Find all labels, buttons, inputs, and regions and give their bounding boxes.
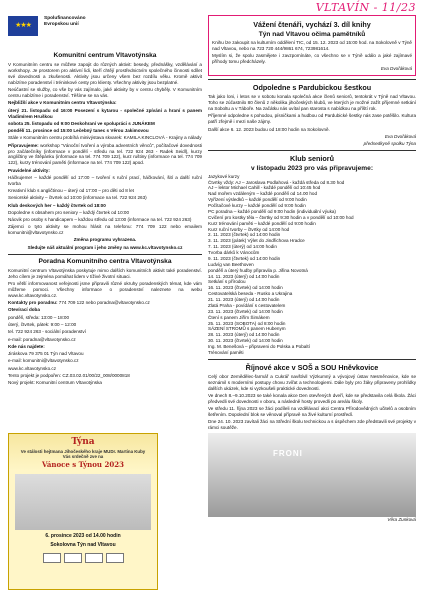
klub-item: 23. 11. 2023 (čtvrtek) od 14:00 hodin — [208, 308, 283, 314]
right-column — [208, 15, 416, 590]
page-number: VLTAVÍN - 11/23 — [315, 1, 416, 14]
klub-item: Cestovatelská beseda - Rusko a Ukrajina — [208, 291, 293, 297]
divider — [208, 79, 416, 80]
left-column — [8, 15, 202, 590]
klub-item: 21. 11. 2023 (úterý) od 14:00 hodin — [208, 297, 280, 303]
klub-list — [208, 174, 416, 356]
poster-city: Týna — [71, 437, 95, 447]
school-photo — [208, 433, 416, 517]
email: e-mail: poradna@vltavotynsko.cz — [8, 336, 76, 342]
klub-item: pondělí a úterý hudby připravila p. Jiřina Novotná — [208, 267, 308, 273]
klub-item: 2. 11. 2023 (čtvrtek) od 14:00 hodin — [208, 232, 281, 238]
divider — [208, 359, 416, 360]
kc-title: Komunitní centrum Vltavotýnska — [53, 52, 157, 59]
kc-free-item: Dopoledne s obsahem pro seniory – každý čtvrtek od 10:00 — [8, 209, 130, 215]
kc-prep: workshop "Vánoční tvoření a výroba adventních věnců", počítačové dovednosti pro začátečníky (informace v pondělí - středu na tel. 722 924 263 - Radek Seidl), kurzy angličtiny ve Štěpánku (informace na tel. 774 709 122), kurz ruštiny (informace na tel. 774 709 122), kurzy trénování paměti (informace na tel. 774 709 122) apod. — [8, 142, 202, 166]
klub-item: Vyřízení výsledků – každé pondělí od 9:00 hodin — [208, 197, 307, 203]
eu-flag-icon: ★★★ — [8, 16, 38, 36]
kc-program-head: Nejbližší akce v Komunitním centru Vltavotýnska: — [8, 100, 117, 106]
photo-label: FRONI — [273, 449, 303, 459]
poradna-title: Poradna Komunitního centra Vltavotýnska — [38, 257, 172, 265]
sponsor-logos — [9, 553, 157, 563]
kc-changes: Změna programu vyhrazena. — [73, 237, 137, 243]
poster-line1: Ve stálosti hejtmana Jihočeského kraje MUDr. Martina Kuby — [20, 448, 146, 454]
divider — [8, 254, 202, 255]
kc-web: Sledujte náš aktuální program i jeho změny na www.kc.vltavotynsko.cz — [27, 244, 183, 250]
klub-item: Počítačové kurzy – každé pondělí od 9:00 hodin — [208, 203, 306, 209]
address-line: Jiráskova 79 375 01 Týn nad Vltavou — [8, 351, 84, 357]
sponsor-logo-icon — [85, 553, 103, 563]
klub-item: Čtení s panem Jiřím Šimákem — [208, 314, 270, 320]
klub-item: Nad mořem vzdáleným – každé pondělí od 14.00 hod — [208, 191, 318, 197]
kc-free-head: Pravidelné aktivity: — [8, 167, 50, 173]
kc-paragraph: V Komunitním centru se můžete zapojit do různých aktivit: besedy, přednášky, vzdělávání a workshopy. Je prostorem pro aktivní lidi, kteří chtějí prostřednictvím společného činnosti sdílet své dovednosti a zkušenosti. Aktivity jsou určeny všem bez rozdílu věku. Kromě aktivit nabízíme poradenství i tréninkové cesty pro klienty. Všechny aktivity jsou bezplatné. — [8, 62, 202, 86]
klub-item: 25. 11. 2023 (SOBOTA) od 8:00 hodin — [208, 320, 286, 326]
book-signature: Eva Dvořáková — [380, 65, 412, 71]
klub-title: Klub seniorů — [290, 153, 334, 163]
klub-item: Setkání s přírodou — [208, 279, 246, 285]
klub-item: Tvorba dárků k Vánocům — [208, 250, 260, 256]
klub-item: 14. 11. 2023 (úterý) od 14:00 hodin — [208, 273, 280, 279]
sponsor-logo-icon — [43, 553, 61, 563]
rijen-paragraph: Ve dnech 8.–9.10.2023 se také konala akce Den otevřených dveří, kde se představila celá škola. Žáci předvedli své dovednosti v oboru, a následně hosty provedli po areálu školy. — [208, 393, 416, 404]
kc-free-item: Klub deskových her – každý čtvrtek od 18:00 — [8, 202, 106, 208]
klub-item: 16. 11. 2023 (čtvrtek) od 14:00 hodin — [208, 285, 283, 291]
page-header — [0, 0, 424, 14]
eu-text: Spolufinancováno Evropskou unií — [44, 16, 86, 28]
poradna-paragraph: Pro větší informovanost veřejnosti jsme připravili různé okruhy poradenských témat, kde vám můžeme pomoci. Všechny informace o poradenství naleznete na webu www.kc.vltavotynsko.cz. — [8, 281, 202, 298]
klub-item: Zlatá Praha - povídání s cestovatelem — [208, 302, 286, 308]
klub-item: SÁZENÍ STROMŮ s panem Hubenym — [208, 326, 286, 332]
klub-item: 30. 11. 2023 (čtvrtek) od 14:00 hodin — [208, 338, 283, 344]
kc-free-item: Háčkujeme! – každé pondělí od 17:00 – tvoření s ruční prací, háčkování, šití a další ruční tvorba — [8, 174, 202, 186]
kc-paragraph: Neúčastní se služby, co vše by vás zajímalo, jaké aktivity by v centru chyběly. V Komunitním centru nabízíme i poradenství. Těšíme se na vás. — [8, 87, 202, 99]
rijen-paragraph: Dne 24. 10. 2023 zavítali žáci na Střední školu technickou a s úspěchem zde představili své projekty v rámci soutěže. — [208, 419, 416, 431]
phone: tel. 722 924 263 - sociální poradenství — [8, 329, 86, 335]
poster-place: Sokolovna Týn nad Vltavou — [50, 542, 116, 549]
klub-item: Kurz trénování paměti – každé pondělí od 9:00 hodin — [208, 220, 316, 226]
klub-item: AJ – lektor Michael Cahill - každé pondělí od 10:45 hod — [208, 185, 321, 191]
kc-program-item: sobota 25. listopadu od 9:00 Deskohraní ve spolupráci s JUNÁKEM — [8, 120, 155, 126]
project-info: Tento projekt je podpořen: CZ.03.02.01/00/22_008/0000818 — [8, 372, 130, 378]
klub-item: Cvičení pro kostky těla – čtvrtky od 9:30 hodin a v pondělí od 10:00 hod — [208, 214, 354, 220]
hours-head: Otevírací doba — [8, 307, 40, 313]
klub-item: Ing. M. Benešová – připraveni do Polska a Pobaltí — [208, 344, 310, 350]
klub-item: Kurz ruční tvorby – čtvrtky od 14:00 hod — [208, 226, 290, 232]
divider — [208, 150, 416, 151]
kc-prep-head: Připravujeme: — [8, 142, 39, 148]
odpoledne-signature2: předsedkyně spolku Týna — [363, 141, 416, 147]
klub-item: 9. 11. 2023 (čtvrtek) od 14:00 hodin — [208, 255, 281, 261]
klub-item: Ludvíg van Beethoven — [208, 261, 254, 267]
kc-contact: Zájemci o tyto aktivity se mohou hlásit na telefonu: 774 709 122 nebo emailem komunitni@vltavotynsko.cz — [8, 224, 202, 236]
sponsor-logo-icon — [64, 553, 82, 563]
poradna-paragraph: Komunitní centrum Vltavotýnska poskytuje mimo dalších komunitních aktivit také poradenství. Jeho cílem je zejména pomáhat lidem v tíživé životní situaci. — [8, 268, 202, 279]
klub-item: 28. 11. 2023 (úterý) od 14:00 hodin — [208, 332, 280, 338]
klub-item: Jazykové kurzy — [208, 173, 240, 179]
klub-item: Trénování paměti — [208, 349, 244, 355]
odpoledne-title: Odpoledne s Pardubickou šestkou — [252, 83, 372, 93]
eu-banner — [8, 16, 202, 50]
sponsor-logo-icon — [106, 553, 124, 563]
kc-program-item: Stále v Komunitním centru probíhá minivýstava skvarek: KAMILA KINCLOVÁ - Krajiny a nálady — [8, 135, 202, 141]
rijen-paragraph: Celý obor Zemědělec-farmář a Cukrář navštívil Výzkumný a vývojový ústav Nesměnovice, kde se seznámil s moderními postupy chovu zvířat a technologiemi. Dále byly pro žáky připraveny prohlídky dalších ukázek, kde si vyzkoušeli praktické dovednosti. — [208, 373, 416, 391]
vanoce-poster — [8, 433, 158, 590]
poster-event: Vánoce s Týnou 2023 — [42, 459, 124, 469]
kc-free-item: Seniorské aktivity – čtvrtek od 10:00 (informace na tel. 722 924 263) — [8, 195, 147, 201]
book-title: Vážení čtenáři, vychází 3. díl knihy — [253, 20, 371, 29]
book-box — [208, 15, 416, 76]
project-info: Nový projekt: Komunitní centrum Vltavotýnska — [8, 380, 102, 386]
rijen-signature: Věra Zunková — [387, 517, 416, 523]
book-paragraph: Knihu lze zakoupit na kulturním oddělení TIC, od 15. 12. 2023 od 15:00 hod. na Sokolovně v Týně nad Vltavou, nebo na 723 720 444/9861 674, 723981614. — [212, 39, 412, 51]
odpoledne-paragraph: Tak jako loni, i letos se v sobotu konala společná akce členů seniorů, tentokrát v Týně nad Vltavou. Toho se zúčastnilo 80 členů z několika jihočeských klubů, ve kterých je možné zažít příjemné setkání na Soboltu a v Táboře. Na začátku nás uvítal pan starosta s nabídkou na příští rok. — [208, 94, 416, 112]
poster-photo — [15, 474, 151, 530]
hours-line: úterý, čtvrtek, pátek: 9:00 – 12:00 — [8, 321, 77, 327]
rijen-paragraph: Ve středu 11. října 2023 se žáci podíleli na vzdělávací akci Centra Přírodovědných učitelů a osobním šetřením. Dopolední blok se věnoval přípravě na živé kulturní prostředí. — [208, 406, 416, 418]
poster-line2: Vás srdečně zve na — [62, 454, 104, 460]
hours-line: pondělí, středa: 13:00 – 18:00 — [8, 314, 70, 320]
book-paragraph: Myslím si, že spolu zasmějete i zavzpomínáte, co všechno se v Týně událo a jaké zajímavé příhody tomu předcházely. — [212, 52, 412, 64]
poradna-contact-head: Kontakty pro poradnu: — [8, 300, 58, 306]
rijen-title: Říjnové akce v SOŠ a SOU Hněvkovice — [245, 362, 379, 372]
klub-item: Čtvrtky vždy: AJ – Jaroslava Podlahová - každá středa od 8.30 hod — [208, 179, 345, 185]
poster-date: 6. prosince 2023 od 14.00 hodin — [45, 532, 121, 539]
klub-item: PC poradna – každé pondělí od 9:00 hodin (individuální výuka) — [208, 208, 336, 214]
address-head: Kde nás najdete: — [8, 343, 45, 349]
odpoledne-paragraph: Příjemné odpoledne s pohodou, písničkami a hudbou od Pardubické šestky nás zase potěšilo. Kultura patří zřejmě i mezi naše zájmy. — [208, 113, 416, 125]
address-line: www.kc.vltavotynsko.cz — [8, 365, 56, 371]
kc-free-item: Nácvik pro osoby s handicapem – každou středu od 13:00 (informace na tel. 722 924 263) — [8, 217, 192, 223]
address-line: e-mail: komunitni@vltavotynsko.cz — [8, 358, 79, 364]
kc-free-item: Kreativní klub s angličtinou – úterý od 17:00 – pro děti od 8 let — [8, 187, 134, 193]
klub-subtitle: v listopadu 2023 pro vás připravujeme: — [250, 165, 374, 173]
book-subtitle: Týn nad Vltavou očima pamětníků — [258, 31, 366, 39]
klub-item: 7. 11. 2023 (úterý) od 14:00 hodin — [208, 244, 277, 250]
kc-program-item: úterý 21. listopadu od 16:00 Posezení s kytarou - společné zpívání a hraní s panem Vladimírem Hruškou — [8, 107, 202, 119]
klub-item: 3. 11. 2023 (pátek) Výlet do Jindřichova Hradce — [208, 238, 305, 244]
odpoledne-signature: Eva Dvořáková — [384, 133, 416, 139]
kc-program-item: pondělí 11. prosince od 15:00 Lečebný tanec s Věrou Jakimovou — [8, 128, 149, 134]
poradna-contact: 774 709 122 nebo poradna@vltavotynsko.cz — [58, 300, 150, 306]
odpoledne-paragraph: Další akce 6. 12. 2023 budou od 18:00 hodin na Sokolovně. — [208, 126, 330, 132]
